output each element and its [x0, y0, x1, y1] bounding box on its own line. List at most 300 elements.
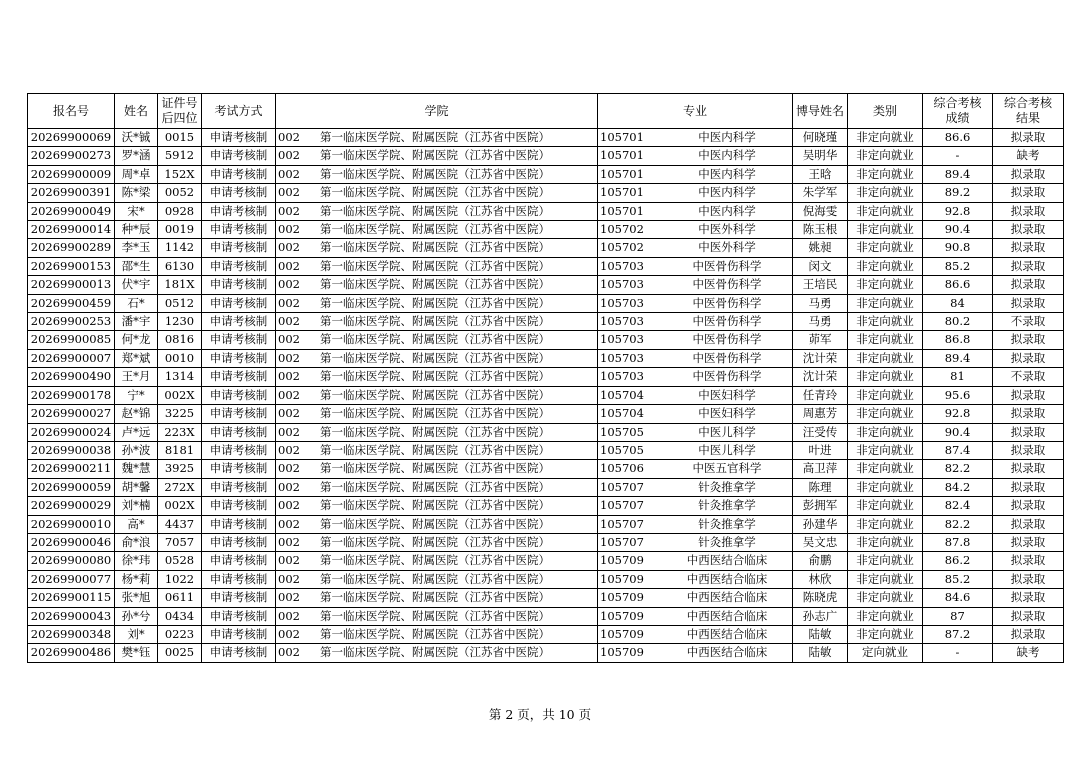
col-header-category: 类别	[848, 94, 923, 129]
category-cell: 非定向就业	[848, 460, 923, 478]
result-cell: 拟录取	[993, 533, 1064, 551]
name-cell: 周*卓	[115, 165, 158, 183]
name-cell: 潘*宇	[115, 313, 158, 331]
id-last4-cell: 223X	[158, 423, 202, 441]
registration-no-cell: 20269900069	[28, 129, 115, 147]
college-name: 第一临床医学院、附属医院（江苏省中医院）	[320, 350, 550, 365]
exam-method-cell: 申请考核制	[202, 570, 276, 588]
table-row	[28, 497, 1064, 515]
supervisor-cell: 闵文	[793, 257, 848, 275]
college-name: 第一临床医学院、附属医院（江苏省中医院）	[320, 332, 550, 347]
exam-method-cell: 申请考核制	[202, 313, 276, 331]
table-row	[28, 478, 1064, 496]
name-cell: 孙*兮	[115, 607, 158, 625]
id-last4-cell: 1230	[158, 313, 202, 331]
exam-method-cell: 申请考核制	[202, 202, 276, 220]
col-header-exam-method: 考试方式	[202, 94, 276, 129]
college-name: 第一临床医学院、附属医院（江苏省中医院）	[320, 406, 550, 421]
major-code: 105709	[600, 645, 644, 660]
college-name: 第一临床医学院、附属医院（江苏省中医院）	[320, 461, 550, 476]
supervisor-cell: 茆军	[793, 331, 848, 349]
category-cell: 非定向就业	[848, 589, 923, 607]
college-cell	[276, 349, 598, 367]
name-cell: 邵*生	[115, 257, 158, 275]
college-cell	[276, 386, 598, 404]
college-name: 第一临床医学院、附属医院（江苏省中医院）	[320, 645, 550, 660]
major-code: 105703	[600, 350, 644, 365]
registration-no-cell: 20269900013	[28, 276, 115, 294]
major-cell	[598, 533, 793, 551]
supervisor-cell: 汪受传	[793, 423, 848, 441]
name-cell: 樊*钰	[115, 644, 158, 662]
id-last4-cell: 6130	[158, 257, 202, 275]
college-name: 第一临床医学院、附属医院（江苏省中医院）	[320, 387, 550, 402]
college-name: 第一临床医学院、附属医院（江苏省中医院）	[320, 534, 550, 549]
major-code: 105701	[600, 185, 644, 200]
college-name: 第一临床医学院、附属医院（江苏省中医院）	[320, 148, 550, 163]
major-name: 中医内科学	[698, 166, 756, 181]
name-cell: 沃*铖	[115, 129, 158, 147]
exam-method-cell: 申请考核制	[202, 625, 276, 643]
registration-no-cell: 20269900038	[28, 441, 115, 459]
category-cell: 非定向就业	[848, 129, 923, 147]
major-name: 针灸推拿学	[698, 534, 756, 549]
result-cell: 拟录取	[993, 405, 1064, 423]
result-cell: 拟录取	[993, 589, 1064, 607]
col-header-id-last4: 证件号后四位	[158, 94, 202, 129]
exam-method-cell: 申请考核制	[202, 294, 276, 312]
exam-method-cell: 申请考核制	[202, 497, 276, 515]
college-name: 第一临床医学院、附属医院（江苏省中医院）	[320, 442, 550, 457]
registration-no-cell: 20269900007	[28, 349, 115, 367]
college-code: 002	[278, 295, 300, 310]
major-code: 105707	[600, 516, 644, 531]
exam-method-cell: 申请考核制	[202, 331, 276, 349]
registration-no-cell: 20269900459	[28, 294, 115, 312]
college-code: 002	[278, 185, 300, 200]
id-last4-cell: 0528	[158, 552, 202, 570]
major-name: 针灸推拿学	[698, 516, 756, 531]
major-cell	[598, 478, 793, 496]
score-cell: 92.8	[923, 202, 993, 220]
supervisor-cell: 陈理	[793, 478, 848, 496]
college-cell	[276, 405, 598, 423]
score-cell: 87.8	[923, 533, 993, 551]
page-footer: 第 2 页，共 10 页	[488, 707, 592, 722]
college-name: 第一临床医学院、附属医院（江苏省中医院）	[320, 479, 550, 494]
major-code: 105701	[600, 166, 644, 181]
supervisor-cell: 林欣	[793, 570, 848, 588]
college-cell	[276, 221, 598, 239]
college-cell	[276, 533, 598, 551]
registration-no-cell: 20269900115	[28, 589, 115, 607]
major-code: 105707	[600, 534, 644, 549]
exam-method-cell: 申请考核制	[202, 423, 276, 441]
registration-no-cell: 20269900085	[28, 331, 115, 349]
id-last4-cell: 152X	[158, 165, 202, 183]
major-name: 针灸推拿学	[698, 479, 756, 494]
score-cell: 90.4	[923, 423, 993, 441]
category-cell: 非定向就业	[848, 276, 923, 294]
result-cell: 拟录取	[993, 294, 1064, 312]
major-code: 105709	[600, 553, 644, 568]
registration-no-cell: 20269900253	[28, 313, 115, 331]
major-name: 中医儿科学	[698, 442, 756, 457]
major-cell	[598, 515, 793, 533]
major-cell	[598, 589, 793, 607]
major-cell	[598, 607, 793, 625]
score-cell: 84.2	[923, 478, 993, 496]
college-code: 002	[278, 608, 300, 623]
exam-method-cell: 申请考核制	[202, 589, 276, 607]
category-cell: 非定向就业	[848, 405, 923, 423]
name-cell: 徐*玮	[115, 552, 158, 570]
supervisor-cell: 彭拥军	[793, 497, 848, 515]
major-name: 中医内科学	[698, 203, 756, 218]
col-header-result: 综合考核结果	[993, 94, 1064, 129]
college-cell	[276, 570, 598, 588]
major-cell	[598, 349, 793, 367]
major-cell	[598, 165, 793, 183]
admission-results-table	[27, 93, 1064, 663]
col-header-college: 学院	[276, 94, 598, 129]
major-code: 105704	[600, 387, 644, 402]
name-cell: 孙*波	[115, 441, 158, 459]
id-last4-cell: 1022	[158, 570, 202, 588]
score-cell: 87.4	[923, 441, 993, 459]
college-cell	[276, 313, 598, 331]
table-row	[28, 331, 1064, 349]
college-cell	[276, 644, 598, 662]
college-cell	[276, 331, 598, 349]
score-cell: 92.8	[923, 405, 993, 423]
registration-no-cell: 20269900059	[28, 478, 115, 496]
college-code: 002	[278, 222, 300, 237]
id-last4-cell: 002X	[158, 386, 202, 404]
college-name: 第一临床医学院、附属医院（江苏省中医院）	[320, 553, 550, 568]
college-code: 002	[278, 645, 300, 660]
supervisor-cell: 陈晓虎	[793, 589, 848, 607]
table-row	[28, 625, 1064, 643]
major-cell	[598, 552, 793, 570]
exam-method-cell: 申请考核制	[202, 368, 276, 386]
major-name: 中医妇科学	[698, 387, 756, 402]
college-name: 第一临床医学院、附属医院（江苏省中医院）	[320, 222, 550, 237]
category-cell: 非定向就业	[848, 313, 923, 331]
name-cell: 魏*慧	[115, 460, 158, 478]
exam-method-cell: 申请考核制	[202, 405, 276, 423]
supervisor-cell: 朱学军	[793, 184, 848, 202]
college-cell	[276, 368, 598, 386]
score-cell: 85.2	[923, 570, 993, 588]
major-cell	[598, 368, 793, 386]
major-cell	[598, 497, 793, 515]
registration-no-cell: 20269900027	[28, 405, 115, 423]
major-name: 中医骨伤科学	[692, 369, 762, 384]
college-cell	[276, 589, 598, 607]
college-code: 002	[278, 130, 300, 144]
major-code: 105702	[600, 240, 644, 255]
college-name: 第一临床医学院、附属医院（江苏省中医院）	[320, 258, 550, 273]
result-cell: 缺考	[993, 147, 1064, 165]
result-cell: 拟录取	[993, 202, 1064, 220]
major-name: 中西医结合临床	[686, 590, 768, 605]
exam-method-cell: 申请考核制	[202, 276, 276, 294]
exam-method-cell: 申请考核制	[202, 533, 276, 551]
major-cell	[598, 147, 793, 165]
table-row	[28, 386, 1064, 404]
table-row	[28, 165, 1064, 183]
registration-no-cell: 20269900211	[28, 460, 115, 478]
college-cell	[276, 147, 598, 165]
name-cell: 刘*楠	[115, 497, 158, 515]
major-name: 中医内科学	[698, 130, 756, 144]
registration-no-cell: 20269900153	[28, 257, 115, 275]
major-cell	[598, 202, 793, 220]
id-last4-cell: 4437	[158, 515, 202, 533]
major-code: 105701	[600, 203, 644, 218]
name-cell: 宁*	[115, 386, 158, 404]
exam-method-cell: 申请考核制	[202, 184, 276, 202]
exam-method-cell: 申请考核制	[202, 239, 276, 257]
table-row	[28, 607, 1064, 625]
registration-no-cell: 20269900043	[28, 607, 115, 625]
category-cell: 非定向就业	[848, 515, 923, 533]
col-header-score: 综合考核成绩	[923, 94, 993, 129]
major-name: 中医骨伤科学	[692, 258, 762, 273]
college-code: 002	[278, 314, 300, 329]
college-code: 002	[278, 534, 300, 549]
exam-method-cell: 申请考核制	[202, 607, 276, 625]
id-last4-cell: 0223	[158, 625, 202, 643]
supervisor-cell: 沈计荣	[793, 349, 848, 367]
major-name: 中西医结合临床	[686, 571, 768, 586]
category-cell: 非定向就业	[848, 497, 923, 515]
major-code: 105701	[600, 130, 644, 144]
name-cell: 郑*斌	[115, 349, 158, 367]
registration-no-cell: 20269900273	[28, 147, 115, 165]
name-cell: 陈*梁	[115, 184, 158, 202]
college-cell	[276, 497, 598, 515]
category-cell: 非定向就业	[848, 257, 923, 275]
category-cell: 非定向就业	[848, 441, 923, 459]
major-code: 105701	[600, 148, 644, 163]
table-row	[28, 589, 1064, 607]
major-cell	[598, 405, 793, 423]
exam-method-cell: 申请考核制	[202, 460, 276, 478]
category-cell: 非定向就业	[848, 165, 923, 183]
college-code: 002	[278, 369, 300, 384]
name-cell: 杨*莉	[115, 570, 158, 588]
college-code: 002	[278, 590, 300, 605]
major-cell	[598, 239, 793, 257]
name-cell: 刘*	[115, 625, 158, 643]
major-name: 中西医结合临床	[686, 645, 768, 660]
major-name: 中医儿科学	[698, 424, 756, 439]
college-code: 002	[278, 553, 300, 568]
college-code: 002	[278, 498, 300, 513]
college-cell	[276, 460, 598, 478]
college-cell	[276, 441, 598, 459]
table-body	[28, 129, 1064, 663]
result-cell: 拟录取	[993, 478, 1064, 496]
major-name: 中医骨伤科学	[692, 314, 762, 329]
college-name: 第一临床医学院、附属医院（江苏省中医院）	[320, 166, 550, 181]
major-code: 105707	[600, 479, 644, 494]
college-cell	[276, 165, 598, 183]
exam-method-cell: 申请考核制	[202, 552, 276, 570]
result-cell: 拟录取	[993, 497, 1064, 515]
college-code: 002	[278, 350, 300, 365]
score-cell: -	[923, 644, 993, 662]
major-code: 105705	[600, 442, 644, 457]
major-cell	[598, 570, 793, 588]
registration-no-cell: 20269900049	[28, 202, 115, 220]
registration-no-cell: 20269900077	[28, 570, 115, 588]
id-last4-cell: 7057	[158, 533, 202, 551]
category-cell: 非定向就业	[848, 202, 923, 220]
exam-method-cell: 申请考核制	[202, 221, 276, 239]
table-row	[28, 644, 1064, 662]
college-cell	[276, 202, 598, 220]
major-name: 中西医结合临床	[686, 608, 768, 623]
major-name: 中西医结合临床	[686, 626, 768, 641]
table-row	[28, 239, 1064, 257]
supervisor-cell: 俞鹏	[793, 552, 848, 570]
score-cell: 95.6	[923, 386, 993, 404]
table-row	[28, 368, 1064, 386]
college-code: 002	[278, 240, 300, 255]
supervisor-cell: 马勇	[793, 313, 848, 331]
college-cell	[276, 625, 598, 643]
supervisor-cell: 叶进	[793, 441, 848, 459]
supervisor-cell: 陆敏	[793, 644, 848, 662]
supervisor-cell: 倪海雯	[793, 202, 848, 220]
result-cell: 拟录取	[993, 221, 1064, 239]
major-name: 针灸推拿学	[698, 498, 756, 513]
college-name: 第一临床医学院、附属医院（江苏省中医院）	[320, 277, 550, 292]
category-cell: 非定向就业	[848, 239, 923, 257]
major-cell	[598, 441, 793, 459]
category-cell: 定向就业	[848, 644, 923, 662]
table-row	[28, 257, 1064, 275]
score-cell: 89.4	[923, 165, 993, 183]
name-cell: 李*玉	[115, 239, 158, 257]
score-cell: 80.2	[923, 313, 993, 331]
registration-no-cell: 20269900490	[28, 368, 115, 386]
major-name: 中医骨伤科学	[692, 277, 762, 292]
registration-no-cell: 20269900009	[28, 165, 115, 183]
result-cell: 拟录取	[993, 515, 1064, 533]
exam-method-cell: 申请考核制	[202, 386, 276, 404]
registration-no-cell: 20269900348	[28, 625, 115, 643]
category-cell: 非定向就业	[848, 294, 923, 312]
college-code: 002	[278, 516, 300, 531]
college-name: 第一临床医学院、附属医院（江苏省中医院）	[320, 369, 550, 384]
id-last4-cell: 272X	[158, 478, 202, 496]
college-name: 第一临床医学院、附属医院（江苏省中医院）	[320, 203, 550, 218]
major-name: 中医骨伤科学	[692, 350, 762, 365]
table-row	[28, 515, 1064, 533]
major-code: 105703	[600, 295, 644, 310]
college-name: 第一临床医学院、附属医院（江苏省中医院）	[320, 516, 550, 531]
id-last4-cell: 0052	[158, 184, 202, 202]
category-cell: 非定向就业	[848, 607, 923, 625]
table-row	[28, 147, 1064, 165]
score-cell: 86.6	[923, 129, 993, 147]
college-cell	[276, 184, 598, 202]
major-cell	[598, 644, 793, 662]
major-code: 105706	[600, 461, 644, 476]
name-cell: 石*	[115, 294, 158, 312]
name-cell: 何*龙	[115, 331, 158, 349]
major-code: 105703	[600, 258, 644, 273]
score-cell: 84	[923, 294, 993, 312]
result-cell: 不录取	[993, 368, 1064, 386]
category-cell: 非定向就业	[848, 423, 923, 441]
major-name: 中医五官科学	[692, 461, 762, 476]
score-cell: 82.2	[923, 460, 993, 478]
college-name: 第一临床医学院、附属医院（江苏省中医院）	[320, 240, 550, 255]
college-cell	[276, 276, 598, 294]
exam-method-cell: 申请考核制	[202, 478, 276, 496]
name-cell: 赵*锦	[115, 405, 158, 423]
major-cell	[598, 221, 793, 239]
registration-no-cell: 20269900080	[28, 552, 115, 570]
id-last4-cell: 8181	[158, 441, 202, 459]
id-last4-cell: 0019	[158, 221, 202, 239]
result-cell: 拟录取	[993, 441, 1064, 459]
result-cell: 拟录取	[993, 625, 1064, 643]
result-cell: 拟录取	[993, 184, 1064, 202]
result-cell: 拟录取	[993, 129, 1064, 147]
college-name: 第一临床医学院、附属医院（江苏省中医院）	[320, 590, 550, 605]
category-cell: 非定向就业	[848, 625, 923, 643]
college-name: 第一临床医学院、附属医院（江苏省中医院）	[320, 130, 550, 144]
score-cell: 89.4	[923, 349, 993, 367]
table-row	[28, 294, 1064, 312]
major-cell	[598, 276, 793, 294]
exam-method-cell: 申请考核制	[202, 441, 276, 459]
table-row	[28, 405, 1064, 423]
registration-no-cell: 20269900178	[28, 386, 115, 404]
score-cell: 86.8	[923, 331, 993, 349]
supervisor-cell: 高卫萍	[793, 460, 848, 478]
major-cell	[598, 386, 793, 404]
supervisor-cell: 陆敏	[793, 625, 848, 643]
id-last4-cell: 3925	[158, 460, 202, 478]
major-code: 105703	[600, 369, 644, 384]
id-last4-cell: 0434	[158, 607, 202, 625]
college-name: 第一临床医学院、附属医院（江苏省中医院）	[320, 424, 550, 439]
name-cell: 高*	[115, 515, 158, 533]
score-cell: 82.4	[923, 497, 993, 515]
college-name: 第一临床医学院、附属医院（江苏省中医院）	[320, 626, 550, 641]
name-cell: 种*辰	[115, 221, 158, 239]
table-row	[28, 570, 1064, 588]
score-cell: 86.2	[923, 552, 993, 570]
name-cell: 伏*宇	[115, 276, 158, 294]
college-cell	[276, 129, 598, 147]
category-cell: 非定向就业	[848, 331, 923, 349]
college-cell	[276, 552, 598, 570]
major-cell	[598, 129, 793, 147]
table-row	[28, 202, 1064, 220]
supervisor-cell: 任青玲	[793, 386, 848, 404]
college-cell	[276, 515, 598, 533]
major-code: 105709	[600, 626, 644, 641]
college-code: 002	[278, 626, 300, 641]
